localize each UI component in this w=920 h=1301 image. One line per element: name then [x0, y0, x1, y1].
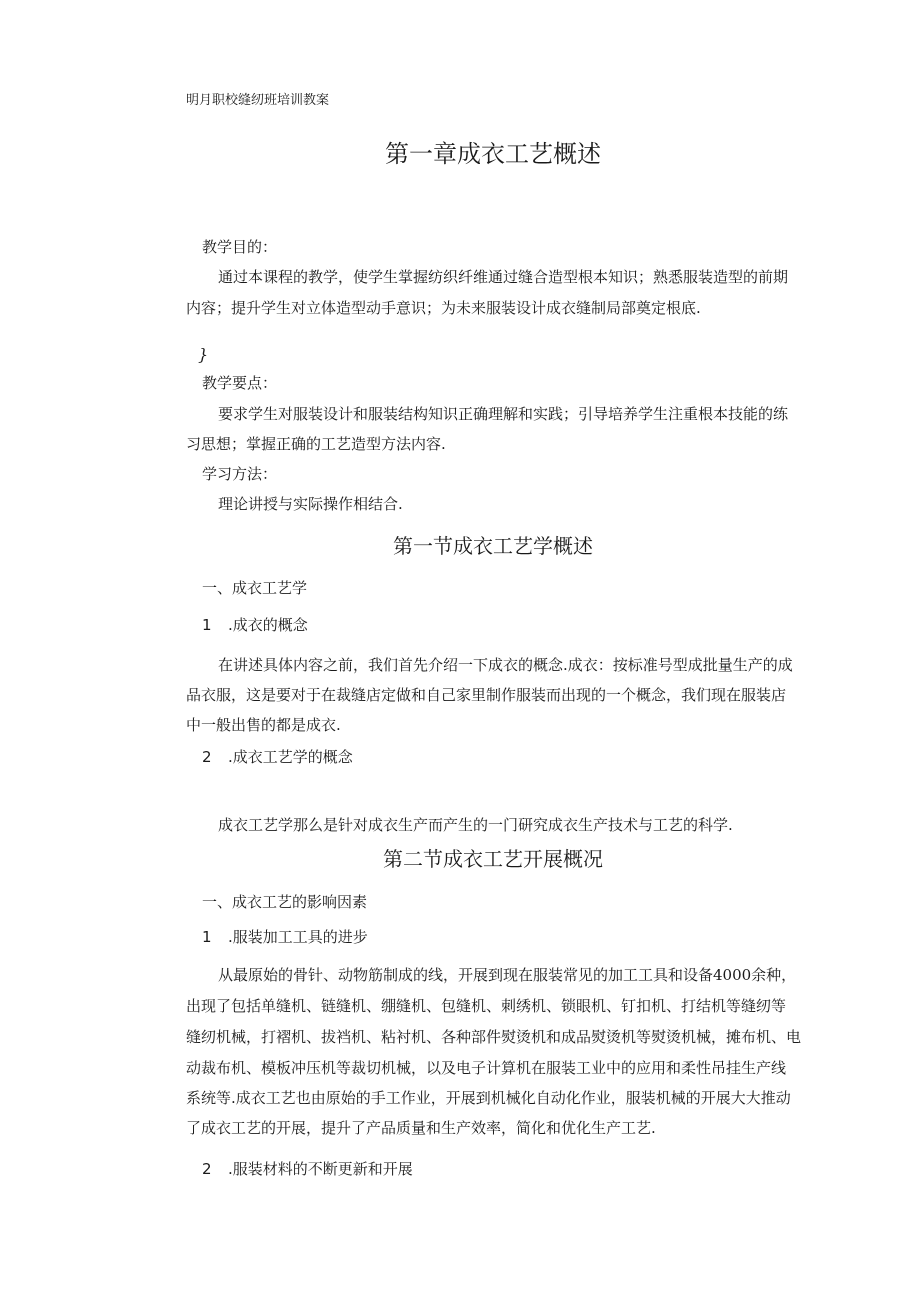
section2-subheading: 一、成衣工艺的影响因素 — [202, 893, 368, 911]
section1-subheading: 一、成衣工艺学 — [202, 579, 308, 597]
section2-item2-heading — [202, 1159, 413, 1179]
item-text: .服装材料的不断更新和开展 — [228, 1160, 413, 1178]
item-text: .成衣工艺学的概念 — [228, 748, 353, 766]
stray-brace-mark: } — [198, 345, 209, 364]
chapter-title: 第一章成衣工艺概述 — [385, 140, 601, 168]
item-text: .服装加工工具的进步 — [228, 928, 368, 946]
objectives-label: 教学目的： — [202, 238, 278, 256]
document-header: 明月职校缝纫班培训教案 — [186, 93, 330, 108]
key-points-text-line: 习思想；掌握正确的工艺造型方法内容. — [186, 435, 446, 453]
item-text: .成衣的概念 — [228, 616, 308, 634]
paragraph-line: 在讲述具体内容之前，我们首先介绍一下成衣的概念.成衣：按标准号型成批量生产的成 — [218, 656, 793, 674]
section2-title: 第二节成衣工艺开展概况 — [383, 847, 603, 871]
section1-item2-heading — [202, 747, 353, 767]
paragraph-line: 从最原始的骨针、动物筋制成的线，开展到现在服装常见的加工工具和设备4000余种， — [218, 966, 797, 984]
paragraph-line: 品衣服，这是要对于在裁缝店定做和自己家里制作服装而出现的一个概念，我们现在服装店 — [186, 686, 787, 704]
objectives-text-line: 内容；提升学生对立体造型动手意识；为未来服装设计成衣缝制局部奠定根底. — [186, 299, 701, 317]
item-number: 1 — [202, 616, 212, 634]
paragraph-line: 缝纫机械，打褶机、拔裆机、粘衬机、各种部件熨烫机和成品熨烫机等熨烫机械，摊布机、电 — [186, 1028, 802, 1046]
item-number: 2 — [202, 748, 212, 766]
key-points-label: 教学要点： — [202, 374, 278, 392]
paragraph-line: 了成衣工艺的开展，提升了产品质量和生产效率，简化和优化生产工艺. — [186, 1119, 656, 1137]
item-number: 1 — [202, 928, 212, 946]
methods-label: 学习方法： — [202, 465, 278, 483]
paragraph-line: 中一般出售的都是成衣. — [186, 716, 341, 734]
section1-item1-heading — [202, 615, 308, 635]
methods-text-line: 理论讲授与实际操作相结合. — [218, 495, 403, 513]
section1-title: 第一节成衣工艺学概述 — [393, 534, 593, 558]
objectives-text-line: 通过本课程的教学，使学生掌握纺织纤维通过缝合造型根本知识；熟悉服装造型的前期 — [218, 268, 789, 286]
paragraph-line: 动裁布机、模板冲压机等裁切机械，以及电子计算机在服装工业中的应用和柔性吊挂生产线 — [186, 1059, 787, 1077]
section2-item1-heading — [202, 927, 368, 947]
paragraph-line: 出现了包括单缝机、链缝机、绷缝机、包缝机、刺绣机、锁眼机、钉扣机、打结机等缝纫等 — [186, 997, 787, 1015]
key-points-text-line: 要求学生对服装设计和服装结构知识正确理解和实践；引导培养学生注重根本技能的练 — [218, 405, 789, 423]
item-number: 2 — [202, 1160, 212, 1178]
paragraph-line: 成衣工艺学那么是针对成衣生产而产生的一门研究成衣生产技术与工艺的科学. — [218, 816, 733, 834]
paragraph-line: 系统等.成衣工艺也由原始的手工作业，开展到机械化自动化作业，服装机械的开展大大推动 — [186, 1089, 791, 1107]
